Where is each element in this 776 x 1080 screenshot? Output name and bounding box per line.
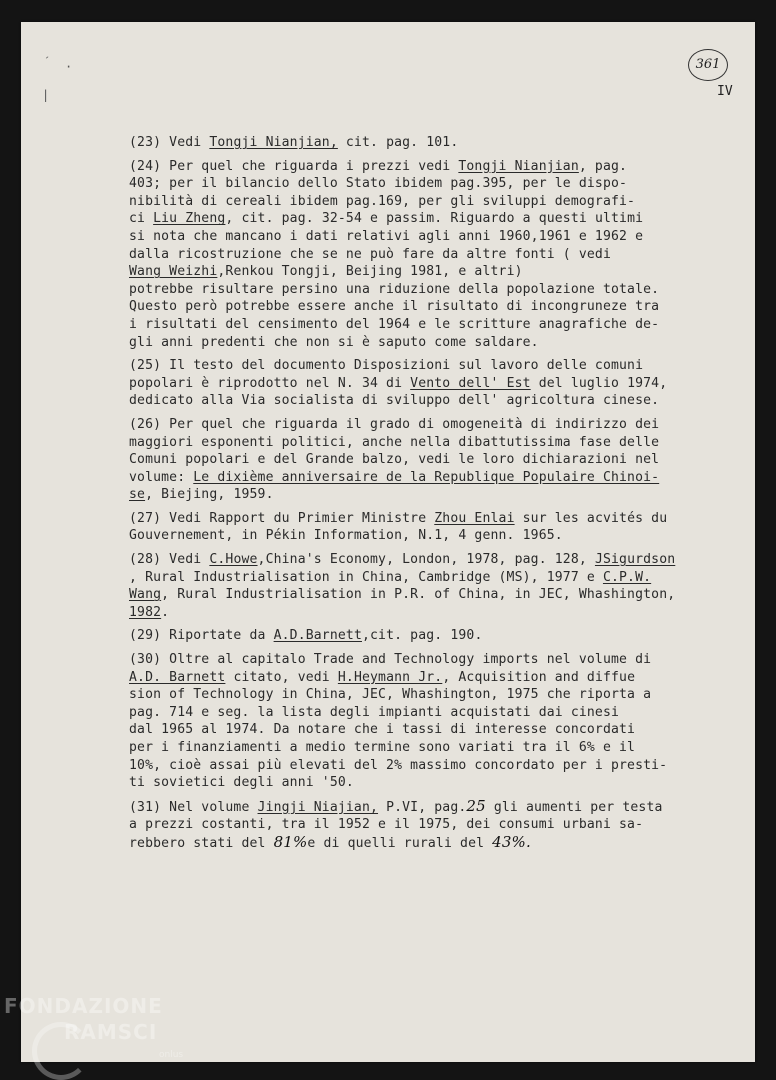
footnote <box>129 798 751 853</box>
text-run: ti sovietici degli anni '50. <box>129 775 354 791</box>
text-run: (24) Per quel che riguarda i prezzi vedi <box>129 158 459 174</box>
underlined-reference: 1982 <box>129 604 162 620</box>
footnote-line <box>129 669 751 687</box>
footnote-line <box>129 246 751 264</box>
text-run: . <box>161 604 170 620</box>
text-run: ,Renkou Tongji, Beijing 1981, e altri) <box>217 264 523 280</box>
text-run: ,China's Economy, London, 1978, pag. 128, <box>257 552 595 568</box>
underlined-reference: JSigurdson <box>594 552 676 568</box>
text-run: potrebbe risultare persino una riduzione della popolazione totale. <box>129 281 660 297</box>
footnote-line <box>129 357 751 375</box>
footnote-line <box>129 704 751 722</box>
text-run: cit. pag. 101. <box>337 135 459 150</box>
footnote-line <box>129 434 751 452</box>
text-run: (28) Vedi <box>129 552 210 568</box>
text-run: (30) Oltre al capitalo Trade and Technology imports nel volume di <box>129 652 652 668</box>
text-run: , Biejing, 1959. <box>145 487 274 503</box>
text-run: , Acquisition and diffue <box>442 669 636 685</box>
footnote <box>129 651 751 792</box>
text-run: , Rural Industrialisation in China, Cambridge (MS), 1977 e <box>129 569 603 585</box>
footnote <box>129 551 751 621</box>
footnote-line <box>129 416 751 434</box>
margin-mark: · <box>65 60 73 74</box>
underlined-reference: Liu Zheng <box>153 211 226 227</box>
text-run: dalla ricostruzione che se ne può fare da altre fonti ( vedi <box>129 246 611 262</box>
text-run: dedicato alla Via socialista di sviluppo dell' agricoltura cinese. <box>129 393 660 409</box>
text-run: (25) Il testo del documento Disposizioni sul lavoro delle comuni <box>129 358 644 374</box>
underlined-reference: Wang <box>129 587 162 603</box>
text-run: dal 1965 al 1974. Da notare che i tassi di interesse concordati <box>129 722 636 738</box>
underlined-reference: Zhou Enlai <box>434 510 515 526</box>
text-run: popolari è riprodotto nel N. 34 di <box>129 375 411 391</box>
archive-watermark-logo <box>4 994 204 1074</box>
margin-mark: ˊ <box>45 54 49 68</box>
footnote-line <box>129 651 751 669</box>
footnote-line <box>129 739 751 757</box>
watermark-line2: RAMSCI <box>64 1020 158 1044</box>
text-run: 10%, cioè assai più elevati del 2% massimo concordato per i presti- <box>129 757 668 773</box>
typewritten-page <box>21 22 755 1062</box>
footnote-line <box>129 569 751 587</box>
footnote <box>129 627 751 645</box>
text-run: 403; per il bilancio dello Stato ibidem pag.395, per le dispo- <box>129 176 628 192</box>
underlined-reference: Tongji Nianjian, <box>209 135 338 150</box>
watermark-onlus: onlus <box>159 1050 184 1060</box>
footnote-line <box>129 686 751 704</box>
footnote-line <box>129 551 751 569</box>
underlined-reference: C.P.W. <box>602 569 652 585</box>
text-run: Questo però potrebbe essere anche il risultato di incongruneze tra <box>129 299 660 315</box>
text-run: sur les acvités du <box>514 510 668 526</box>
watermark-line1: FONDAZIONE <box>4 994 163 1018</box>
footnote-line <box>129 281 751 299</box>
footnote-line <box>129 469 751 487</box>
text-run: Comuni popolari e del Grande balzo, vedi le loro dichiarazioni nel <box>129 452 660 468</box>
text-run: del luglio 1974, <box>530 375 668 391</box>
footnote-line <box>129 334 751 352</box>
handwritten-annotation: 25 <box>466 796 486 815</box>
footnote-line <box>129 774 751 792</box>
underlined-reference: Tongji Nianjian <box>458 158 579 174</box>
footnote-line <box>129 510 751 528</box>
underlined-reference: Wang Weizhi <box>129 264 218 280</box>
footnote-line <box>129 586 751 604</box>
text-run: ,cit. pag. 190. <box>361 628 483 644</box>
footnote-line <box>129 263 751 281</box>
footnote-line <box>129 158 751 176</box>
underlined-reference: A.D. Barnett <box>129 669 226 685</box>
text-run: , Rural Industrialisation in P.R. of China, in JEC, Whashington, <box>161 587 676 603</box>
footnote <box>129 158 751 352</box>
footnote-line <box>129 527 751 545</box>
footnote-line <box>129 228 751 246</box>
text-run: si nota che mancano i dati relativi agli anni 1960,1961 e 1962 e <box>129 228 644 244</box>
footnote <box>129 510 751 545</box>
text-run: P.VI, pag. <box>378 799 467 815</box>
text-run: pag. 714 e seg. la lista degli impianti acquistati dai cinesi <box>129 704 620 720</box>
text-run: gli aumenti per testa <box>485 799 663 815</box>
footnote-line <box>129 486 751 504</box>
underlined-reference: C.Howe <box>209 552 258 568</box>
underlined-reference: Vento dell' Est <box>410 375 531 391</box>
footnote-line <box>129 834 751 853</box>
text-run: a prezzi costanti, tra il 1952 e il 1975, dei consumi urbani sa- <box>129 817 644 833</box>
footnote-line <box>129 316 751 334</box>
footnote <box>129 134 751 152</box>
footnote <box>129 416 751 504</box>
text-run: , pag. <box>578 158 628 174</box>
handwritten-annotation: 43%. <box>492 832 531 851</box>
text-run: per i finanziamenti a medio termine sono variati tra il 6% e il <box>129 740 636 755</box>
handwritten-annotation: 81% <box>273 832 308 851</box>
footnote-line <box>129 627 751 645</box>
text-run: (31) Nel volume <box>129 799 258 815</box>
text-run: e di quelli rurali del <box>307 835 493 851</box>
text-run: sion of Technology in China, JEC, Whashington, 1975 che riporta a <box>129 687 652 703</box>
footnote-line <box>129 392 751 410</box>
page-roman-numeral: IV <box>717 84 733 99</box>
footnote-line <box>129 375 751 393</box>
footnote-line <box>129 798 751 817</box>
text-run: (29) Riportate da <box>129 628 274 644</box>
text-run: Gouvernement, in Pékin Information, N.1, 4 genn. 1965. <box>129 528 563 544</box>
text-run: (23) Vedi <box>129 135 210 150</box>
footnote-line <box>129 210 751 228</box>
text-run: rebbero stati del <box>129 835 274 851</box>
text-run: ci <box>129 211 154 227</box>
footnote-line <box>129 757 751 775</box>
text-run: maggiori esponenti politici, anche nella dibattutissima fase delle <box>129 434 660 450</box>
text-run: i risultati del censimento del 1964 e le scritture anagrafiche de- <box>129 316 660 332</box>
footnote-line <box>129 451 751 469</box>
underlined-reference: Le dixième anniversaire de la Republique Populaire Chinoi- <box>193 469 660 485</box>
underlined-reference: H.Heymann Jr. <box>337 669 443 685</box>
text-run: nibilità di cereali ibidem pag.169, per gli sviluppi demografi- <box>129 193 636 209</box>
text-run: (26) Per quel che riguarda il grado di omogeneità di indirizzo dei <box>129 416 660 432</box>
footnote-line <box>129 175 751 193</box>
text-run: citato, vedi <box>225 669 338 685</box>
text-run: (27) Vedi Rapport du Primier Ministre <box>129 510 435 526</box>
text-run: , cit. pag. 32-54 e passim. Riguardo a questi ultimi <box>225 211 644 227</box>
text-run: volume: <box>129 469 194 485</box>
underlined-reference: Jingji Niajian, <box>257 799 379 815</box>
archive-page-stamp: 361 <box>688 49 728 81</box>
footnote-line <box>129 193 751 211</box>
footnote-line <box>129 604 751 622</box>
footnote <box>129 357 751 410</box>
text-run: gli anni predenti che non si è saputo come saldare. <box>129 334 539 350</box>
margin-mark: | <box>42 88 50 102</box>
underlined-reference: A.D.Barnett <box>273 628 362 644</box>
footnote-line <box>129 816 751 834</box>
footnote-line <box>129 298 751 316</box>
footnote-line <box>129 721 751 739</box>
footnote-line <box>129 134 751 152</box>
footnotes-body <box>129 134 751 859</box>
underlined-reference: se <box>129 487 146 503</box>
